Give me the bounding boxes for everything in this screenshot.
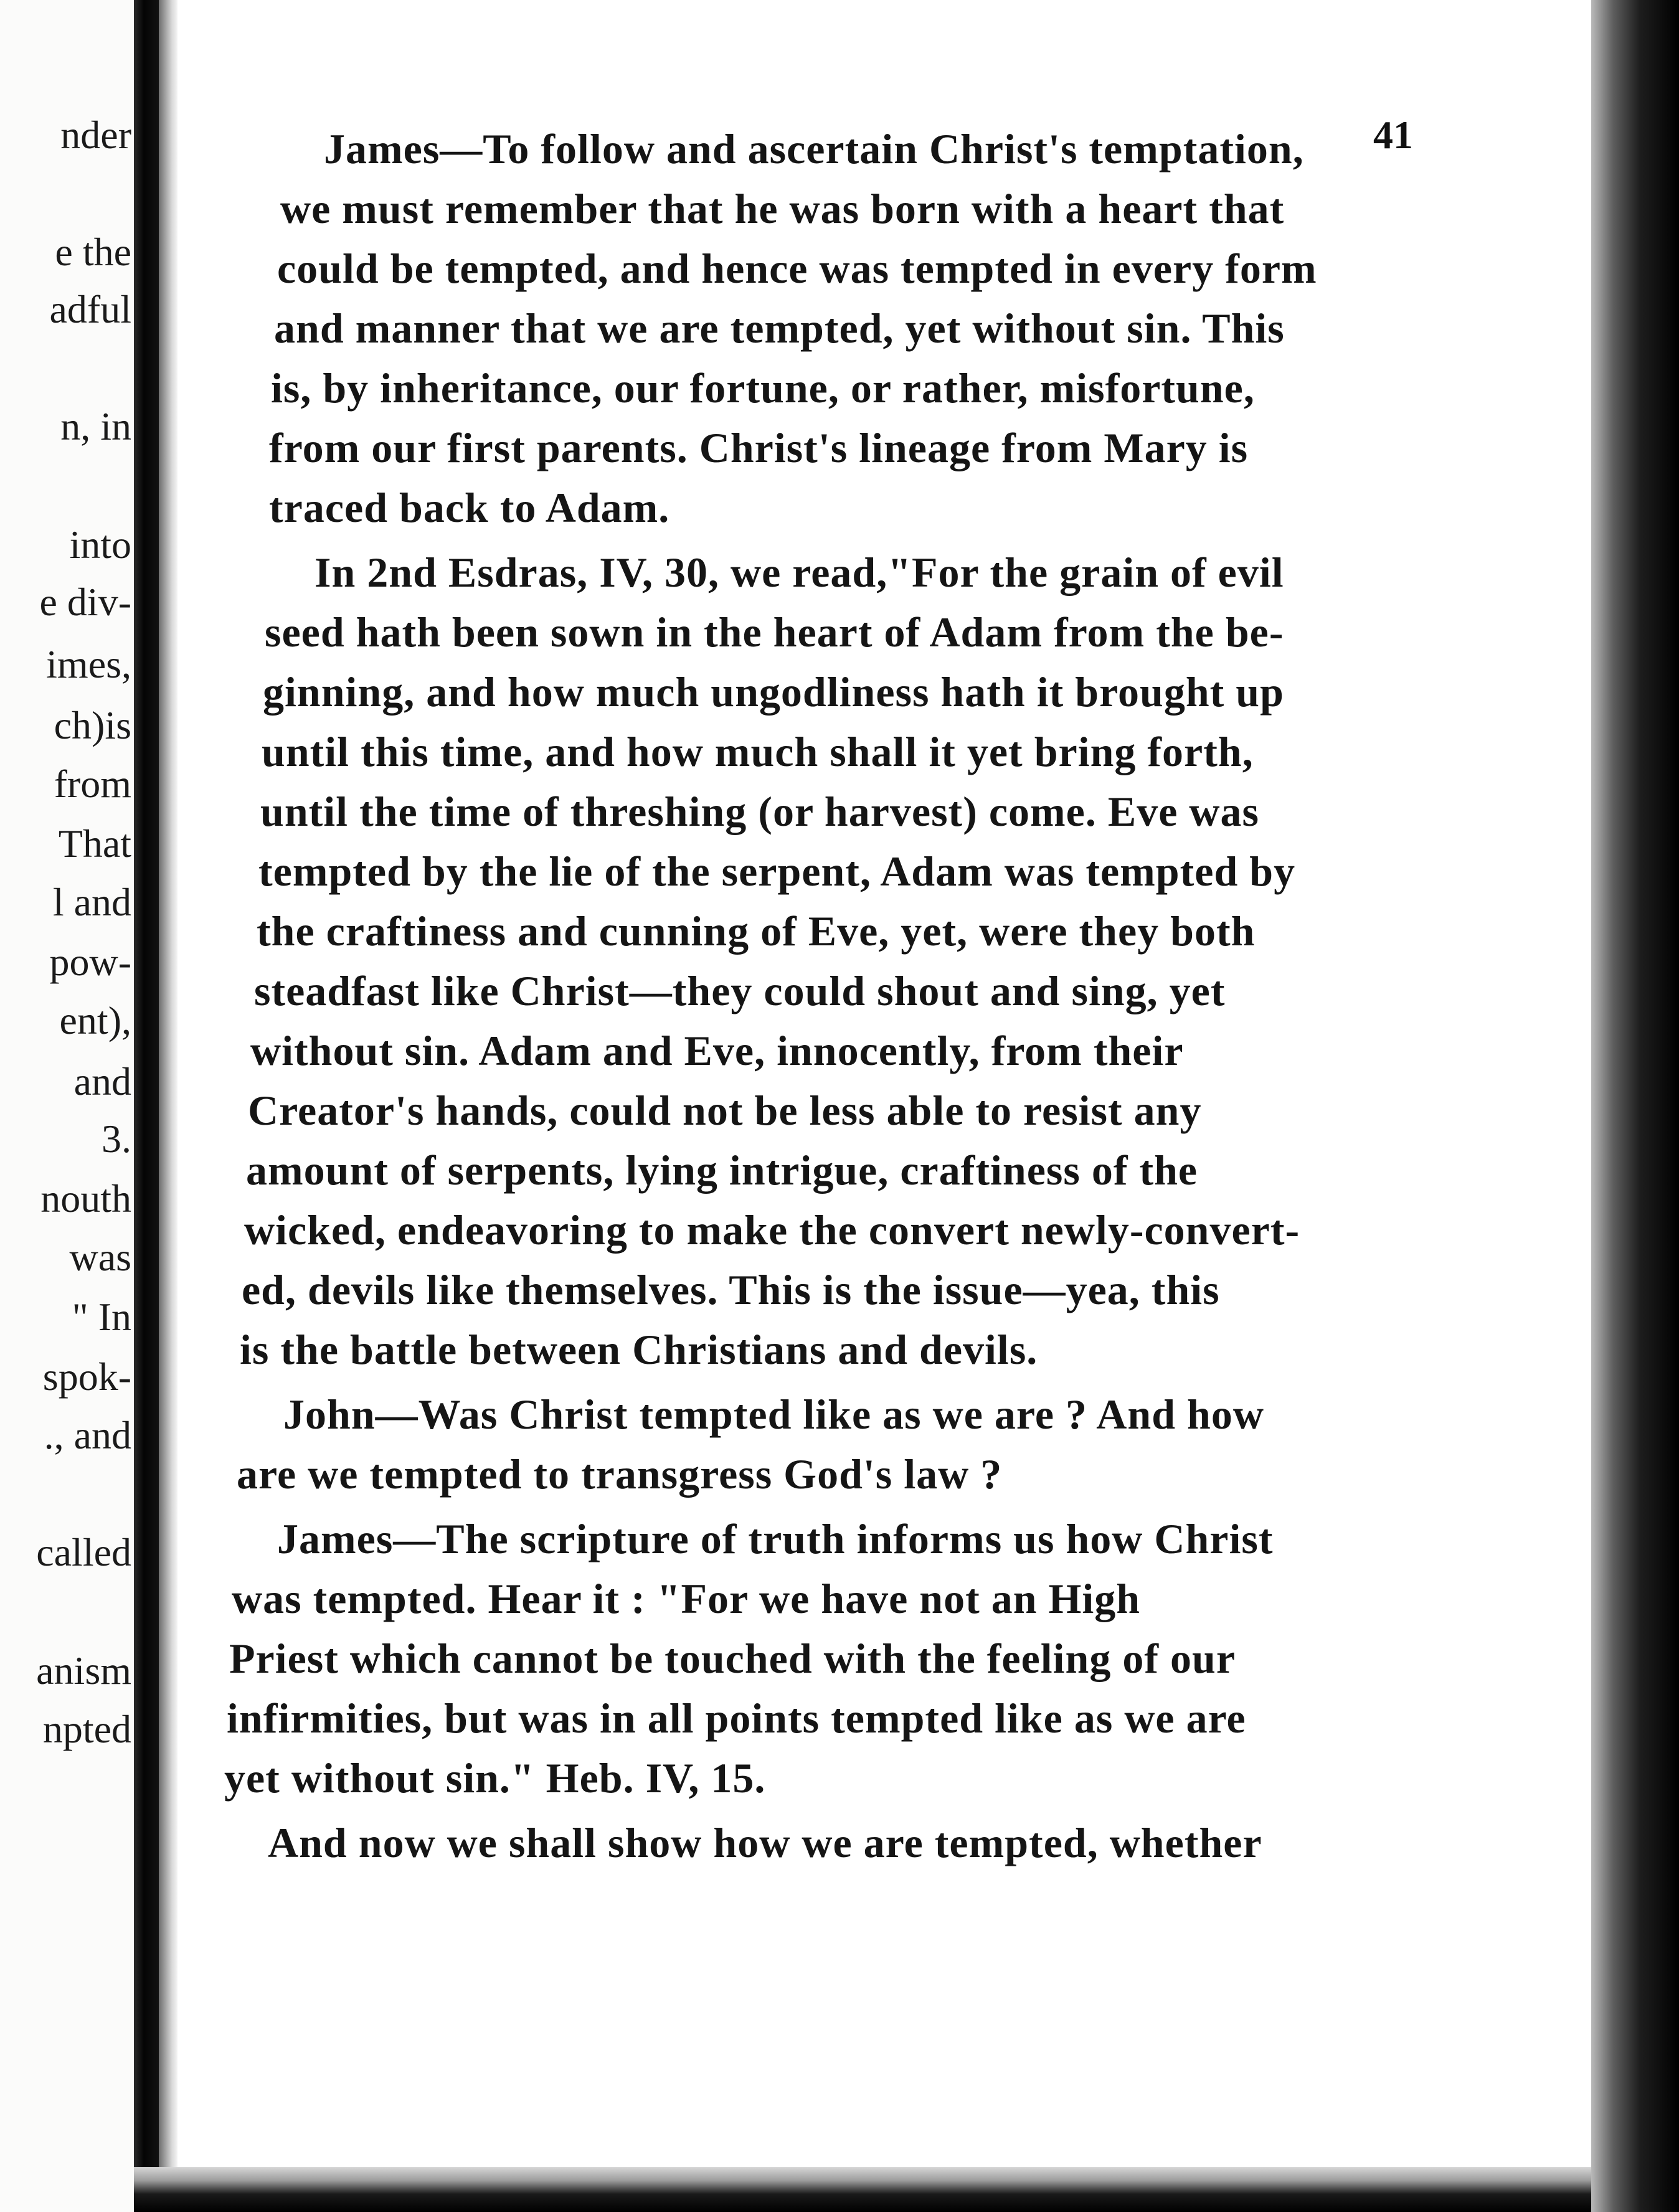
left-page-fragment: adful [49, 287, 131, 331]
body-line: yet without sin." Heb. IV, 15. [224, 1754, 766, 1802]
left-page-fragment: imes, [46, 642, 131, 686]
body-line: Creator's hands, could not be less able to resist any [248, 1087, 1202, 1134]
left-page-fragment: pow- [49, 940, 131, 984]
left-page-fragment: nder [60, 113, 131, 157]
body-line: until this time, and how much shall it yet bring forth, [262, 728, 1254, 775]
body-line: steadfast like Christ—they could shout and sing, yet [254, 967, 1226, 1014]
body-line: wicked, endeavoring to make the convert newly-convert- [244, 1206, 1300, 1254]
body-line: until the time of threshing (or harvest) come. Eve was [260, 788, 1259, 835]
left-page-fragment: That [58, 821, 131, 866]
body-line: ginning, and how much ungodliness hath it brought up [263, 668, 1284, 716]
body-line: infirmities, but was in all points tempted like as we are [227, 1694, 1246, 1742]
body-line: In 2nd Esdras, IV, 30, we read,"For the grain of evil [315, 549, 1284, 596]
left-page-fragment: was [69, 1235, 131, 1279]
left-page-fragment: l and [52, 880, 131, 924]
left-page-fragment: anism [36, 1648, 131, 1693]
body-line: was tempted. Hear it : "For we have not an High [232, 1575, 1141, 1622]
left-page-fragment: n, in [60, 404, 131, 448]
body-line: we must remember that he was born with a heart that [280, 185, 1285, 232]
left-facing-page [0, 0, 134, 2212]
body-line: And now we shall show how we are tempted, whether [268, 1819, 1262, 1866]
body-line: John—Was Christ tempted like as we are ? And how [283, 1391, 1264, 1438]
left-page-fragment: and [73, 1059, 131, 1104]
left-page-fragment: 3. [102, 1117, 131, 1161]
page-right-edge [1591, 0, 1679, 2212]
body-line: the craftiness and cunning of Eve, yet, were they both [257, 907, 1256, 955]
left-page-fragment: " In [72, 1295, 131, 1339]
page-bottom-edge [134, 2167, 1591, 2212]
left-page-fragment: nouth [40, 1176, 131, 1221]
body-line: seed hath been sown in the heart of Adam from the be- [265, 608, 1284, 656]
body-line: Priest which cannot be touched with the feeling of our [229, 1635, 1236, 1682]
gutter-shadow [159, 0, 177, 2212]
left-page-fragment: from [54, 762, 131, 806]
body-line: is, by inheritance, our fortune, or rather, misfortune, [271, 364, 1255, 412]
body-line: amount of serpents, lying intrigue, craftiness of the [246, 1146, 1198, 1194]
body-line: is the battle between Christians and devils. [240, 1326, 1038, 1373]
left-page-fragment: ent), [59, 998, 131, 1042]
left-page-fragment: e div- [39, 580, 131, 624]
body-line: tempted by the lie of the serpent, Adam was tempted by [258, 848, 1296, 895]
left-page-fragment: spok- [42, 1354, 131, 1399]
left-page-fragment: into [69, 522, 131, 567]
page-number: 41 [1373, 113, 1413, 157]
body-line: traced back to Adam. [269, 484, 670, 531]
left-page-fragment: called [36, 1530, 131, 1574]
left-page-fragment: npted [42, 1707, 131, 1751]
body-line: and manner that we are tempted, yet without sin. This [274, 305, 1285, 352]
book-binding-gutter [134, 0, 159, 2212]
left-page-fragment: ., and [44, 1413, 131, 1457]
left-page-fragment: ch)is [54, 703, 131, 747]
body-line: James—The scripture of truth informs us how Christ [277, 1515, 1274, 1562]
body-line: without sin. Adam and Eve, innocently, from their [250, 1027, 1184, 1074]
left-page-fragment: e the [55, 230, 131, 274]
body-line: from our first parents. Christ's lineage from Mary is [269, 424, 1249, 471]
body-line: James—To follow and ascertain Christ's temptation, [324, 125, 1304, 173]
body-line: are we tempted to transgress God's law ? [237, 1450, 1003, 1498]
body-line: could be tempted, and hence was tempted in every form [277, 245, 1317, 292]
body-line: ed, devils like themselves. This is the issue—yea, this [242, 1266, 1220, 1313]
